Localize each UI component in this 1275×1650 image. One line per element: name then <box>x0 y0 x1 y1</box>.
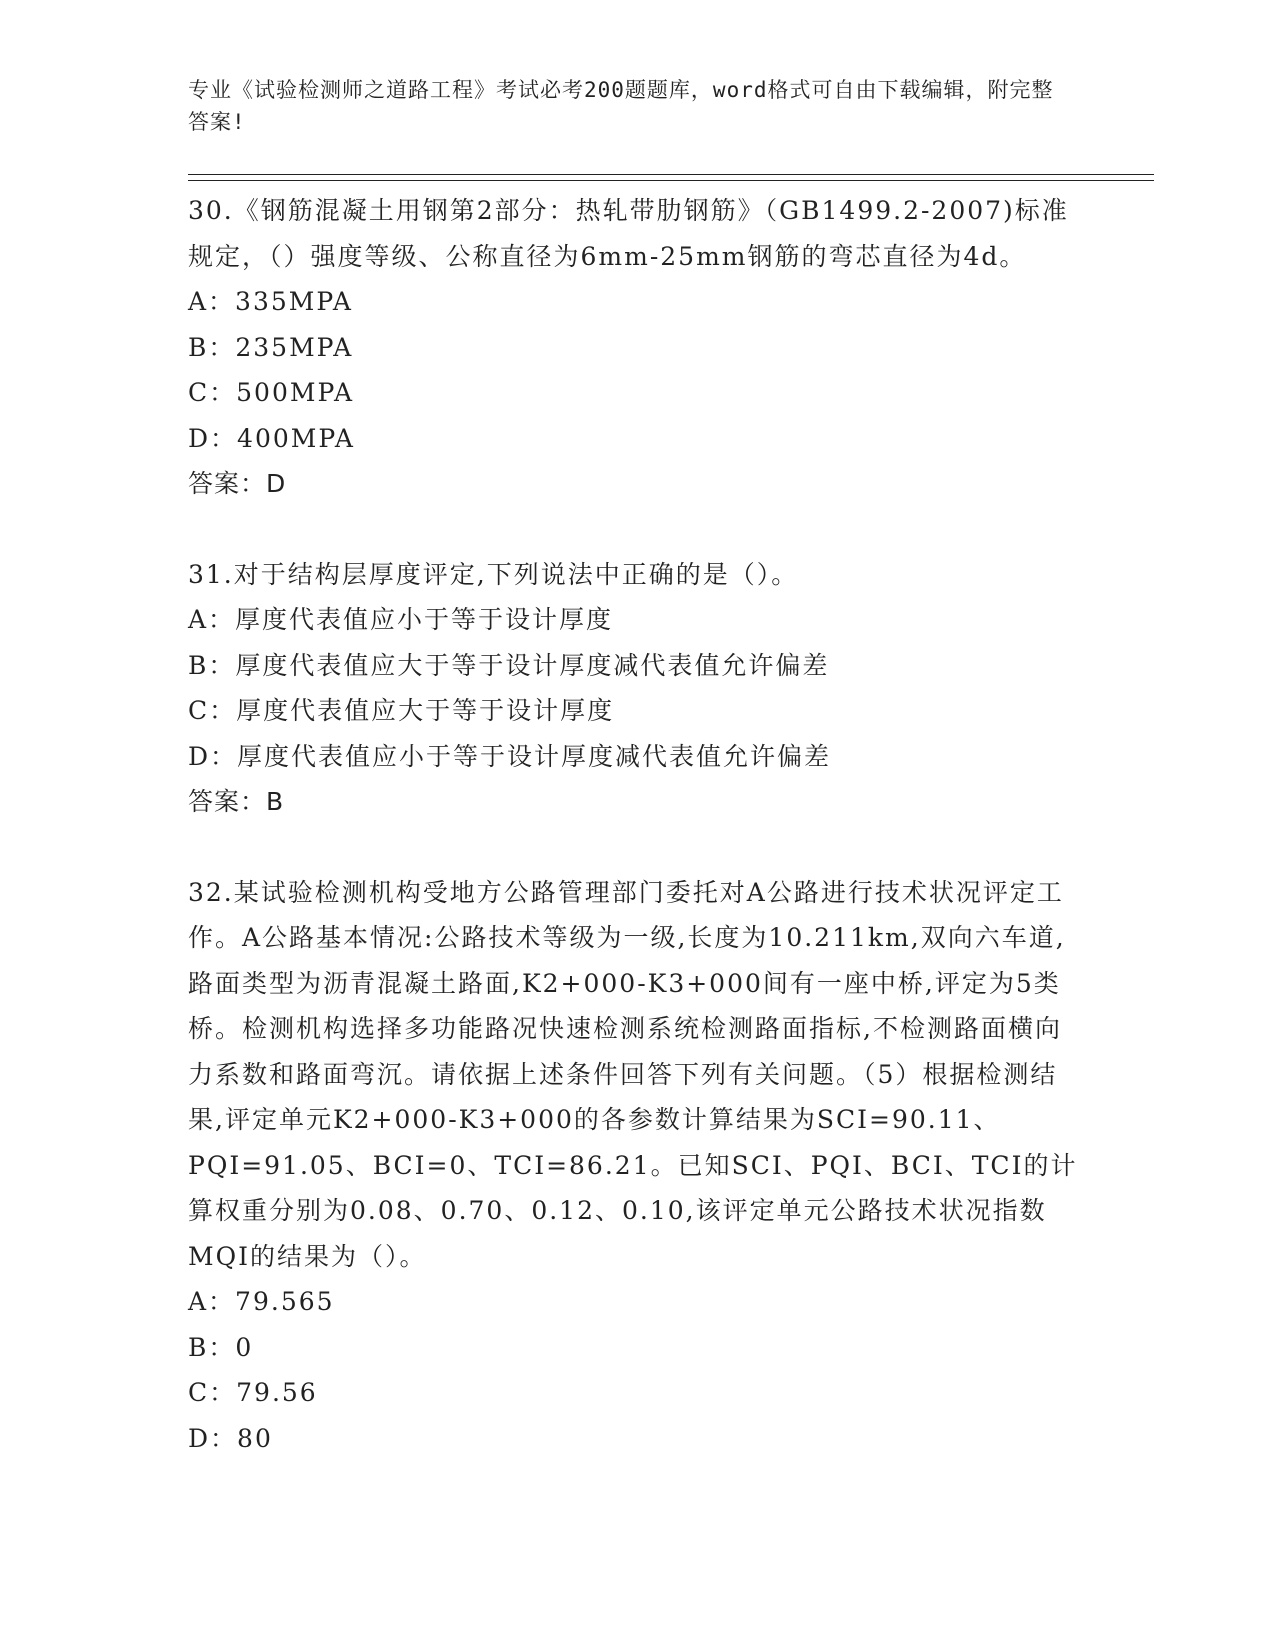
option-b: B：0 <box>188 1332 254 1362</box>
question-stem: 30.《钢筋混凝土用钢第2部分：热轧带肋钢筋》（GB1499.2-2007)标准规定，（）强度等级、公称直径为6mm-25mm钢筋的弯芯直径为4d。 <box>188 196 1069 271</box>
option-c: C：500MPA <box>188 378 355 407</box>
question-stem: 32.某试验检测机构受地方公路管理部门委托对A公路进行技术状况评定工作。A公路基本情况:公路技术等级为一级,长度为10.211km,双向六车道,路面类型为沥青混凝土路面,K2+000-K3+000间有一座中桥,评定为5类桥。检测机构选择多功能路况快速检测系统检测路面指标,不检测路面横向力系数和路面弯沉。请依据上述条件回答下列有关问题。（5）根据检测结果,评定单元K2+000-K3+000的各参数计算结果为SCI=90.11、PQI=91.05、BCI=0、TCI=86.21。已知SCI、PQI、BCI、TCI的计算权重分别为0.08、0.70、0.12、0.10,该评定单元公路技术状况指数MQI的结果为（）。 <box>188 877 1078 1271</box>
question-30 <box>188 188 1088 507</box>
option-d: D：80 <box>188 1423 273 1453</box>
option-a: A：79.565 <box>188 1287 335 1316</box>
option-b: B：235MPA <box>188 332 354 362</box>
header-rule-bottom <box>188 180 1154 181</box>
question-stem: 31.对于结构层厚度评定,下列说法中正确的是（）。 <box>188 559 799 589</box>
question-list <box>188 188 1088 1461</box>
answer-line: 答案：B <box>188 787 285 816</box>
option-d: D：厚度代表值应小于等于设计厚度减代表值允许偏差 <box>188 741 832 771</box>
question-31 <box>188 552 1088 825</box>
option-c: C：79.56 <box>188 1378 318 1407</box>
document-header: 专业《试验检测师之道路工程》考试必考200题题库，word格式可自由下载编辑，附完整答案! <box>188 78 1054 134</box>
answer-line: 答案：D <box>188 469 287 498</box>
option-a: A：厚度代表值应小于等于设计厚度 <box>188 605 614 634</box>
option-a: A：335MPA <box>188 287 353 316</box>
question-32 <box>188 870 1088 1462</box>
header-rule-top <box>188 174 1154 175</box>
option-b: B：厚度代表值应大于等于设计厚度减代表值允许偏差 <box>188 650 830 680</box>
option-c: C：厚度代表值应大于等于设计厚度 <box>188 696 615 725</box>
option-d: D：400MPA <box>188 423 355 453</box>
